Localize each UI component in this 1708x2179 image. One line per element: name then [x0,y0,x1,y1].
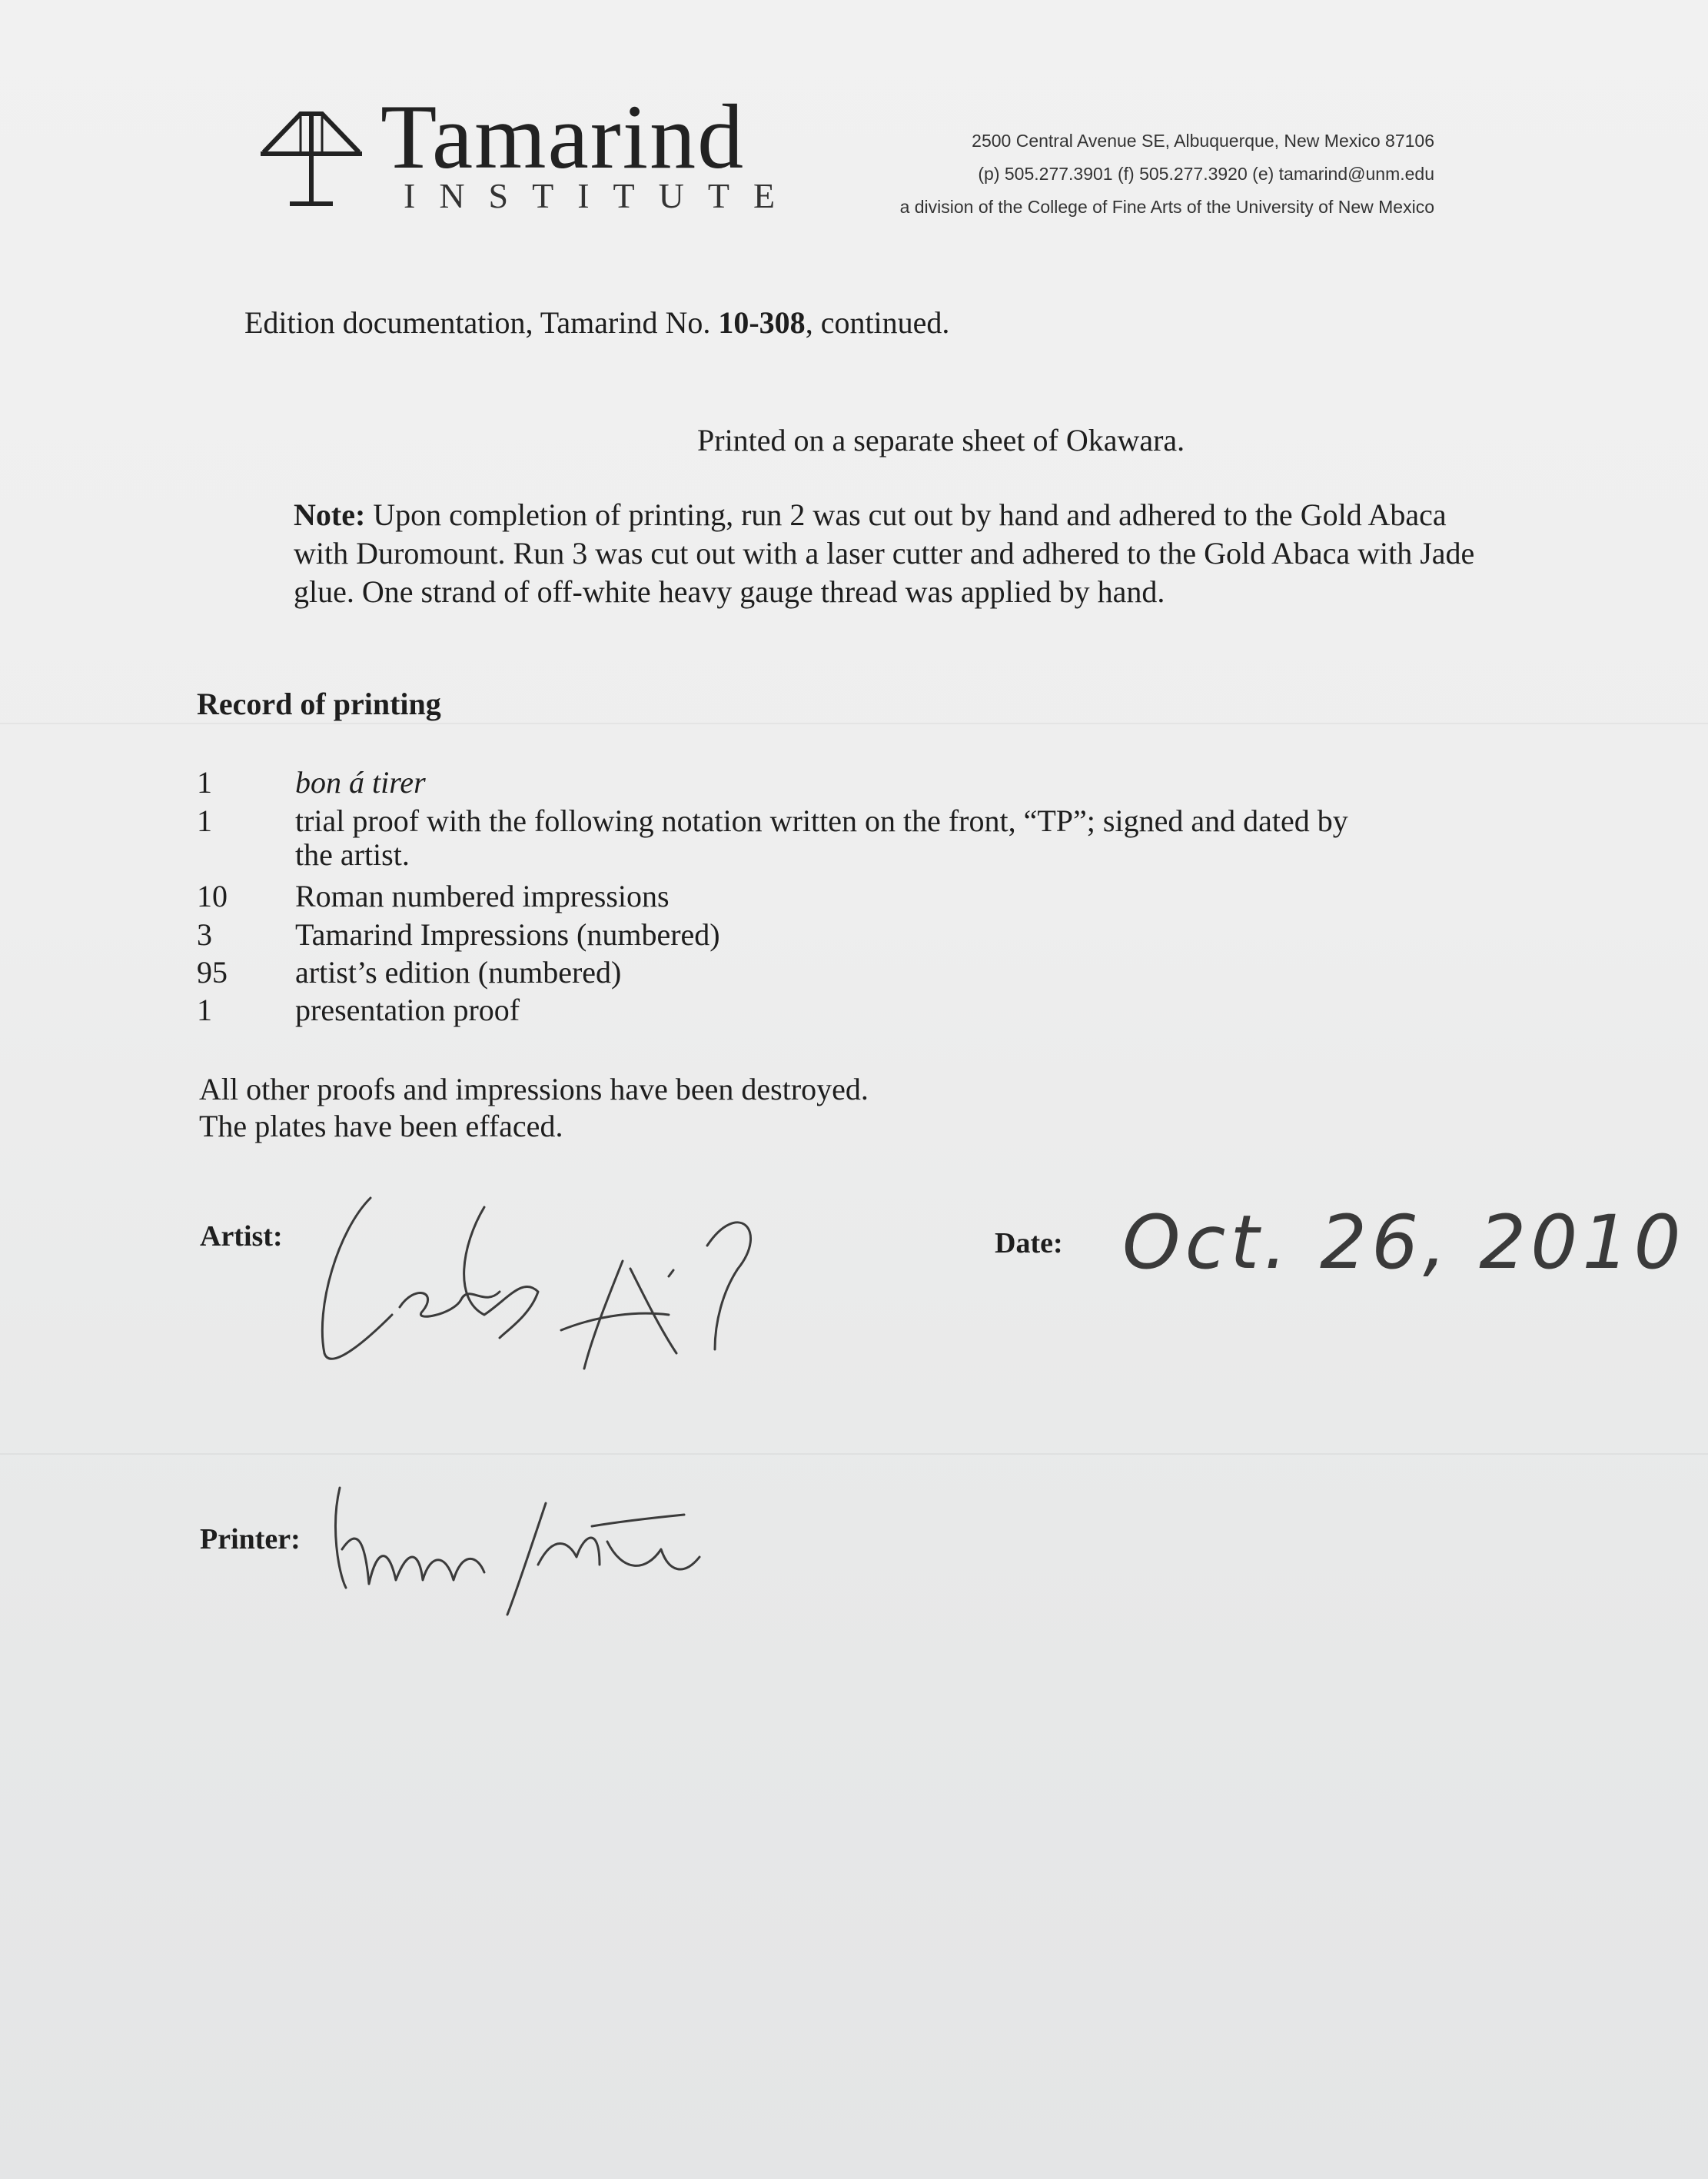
record-desc: Roman numbered impressions [295,879,670,913]
record-desc: trial proof with the following notation written on the front, “TP”; signed and dated by [295,803,1348,838]
paper-fold-line [0,1453,1708,1455]
heading-prefix: Edition documentation, Tamarind No. [244,305,719,340]
artist-label: Artist: [200,1220,283,1253]
date-label: Date: [995,1227,1063,1259]
letterhead-name: Tamarind [380,85,746,188]
record-qty: 1 [197,765,212,800]
closing-line-2: The plates have been effaced. [199,1109,563,1143]
letterhead-subtitle: INSTITUTE [404,176,799,215]
closing-line-1: All other proofs and impressions have been destroyed. [199,1072,869,1106]
printer-label: Printer: [200,1523,301,1555]
record-desc: presentation proof [295,993,520,1027]
record-desc: artist’s edition (numbered) [295,955,622,990]
address-line-3: a division of the College of Fine Arts of the University of New Mexico [899,197,1434,217]
edition-number: 10-308 [718,305,806,340]
note-paragraph [294,496,1493,611]
printer-signature [323,1480,707,1618]
record-desc-continued: the artist. [295,837,410,872]
note-label: Note: [294,497,366,532]
record-qty: 1 [197,803,212,838]
printed-on-text: Printed on a separate sheet of Okawara. [697,423,1185,457]
record-desc: Tamarind Impressions (numbered) [295,917,720,952]
record-desc: bon á tirer [295,765,426,800]
address-line-2: (p) 505.277.3901 (f) 505.277.3920 (e) tamarind@unm.edu [978,164,1434,184]
record-title: Record of printing [197,687,441,721]
note-text: Upon completion of printing, run 2 was cut out by hand and adhered to the Gold Abaca with Duromount. Run 3 was cut out with a laser cutter and adhered to the Gold Abaca with Jade glue. One strand of off-white heavy gauge thread was applied by hand. [294,497,1475,609]
record-qty: 3 [197,917,212,952]
paper-fold-line [0,723,1708,724]
address-line-1: 2500 Central Avenue SE, Albuquerque, New Mexico 87106 [972,131,1434,151]
artist-signature [307,1184,830,1376]
document-heading [244,304,949,342]
tamarind-logo-icon [258,108,365,211]
date-handwritten: Oct. 26, 2010 [1122,1199,1686,1286]
record-qty: 95 [197,955,228,990]
record-qty: 1 [197,993,212,1027]
record-qty: 10 [197,879,228,913]
heading-suffix: , continued. [805,305,950,340]
